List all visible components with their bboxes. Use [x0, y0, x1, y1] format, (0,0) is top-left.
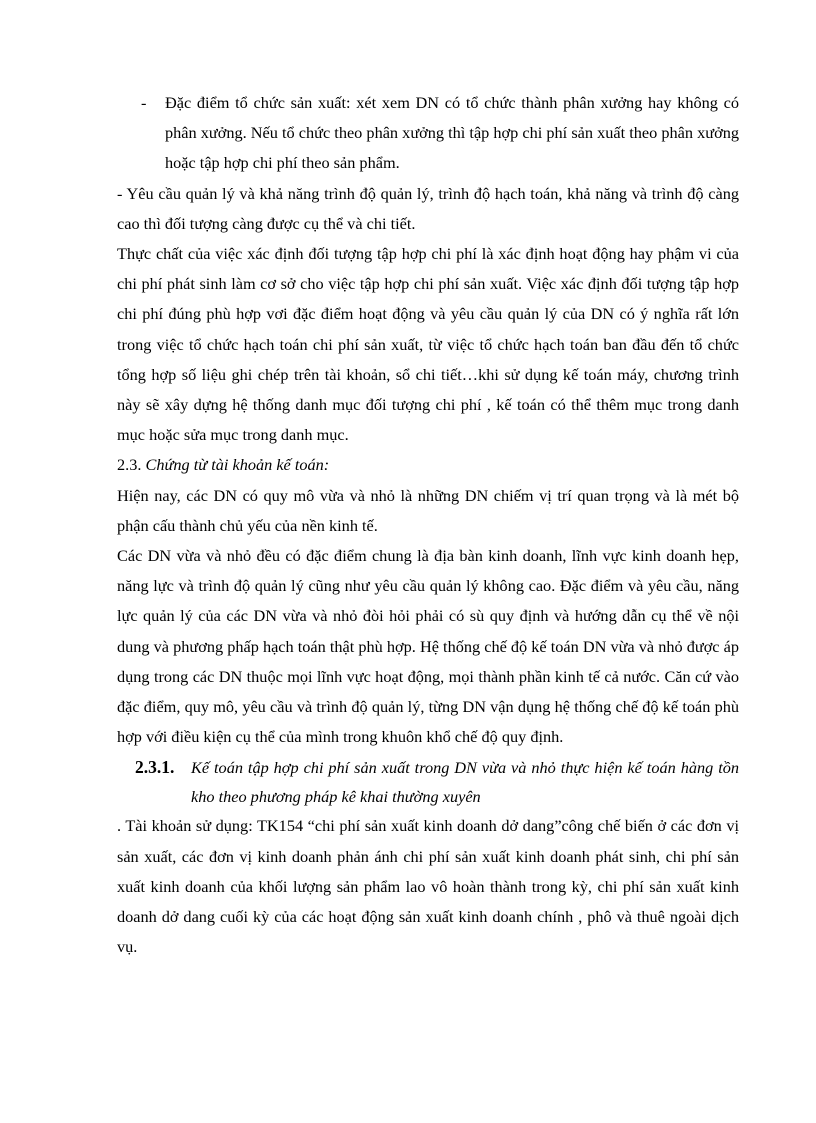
- paragraph-account-tk154: . Tài khoản sử dụng: TK154 “chi phí sản xuất kinh doanh dở dang”công chế biến ở các đơn vị sản xuất, các đơn vị kinh doanh phản ánh chi phí sản xuất kinh doanh phát sinh, chi phí sản xuất kinh doanh của khối lượng sản phẩm lao vô hoàn thành trong kỳ, chi phí sản xuất kinh doanh dở dang cuối kỳ của các hoạt động sản xuất kinh doanh chính , phô và thuê ngoài dịch vụ.: [117, 816, 739, 957]
- paragraph-essence: Thực chất của việc xác định đối tượng tập hợp chi phí là xác định hoạt động hay phậm vi của chi phí phát sinh làm cơ sở cho việc tập hợp chi phí sản xuất. Việc xác định đối tượng tập hợp chi phí đúng phù hợp vơi đặc điểm hoạt động và yêu cầu quản lý của DN có ý nghĩa rất lớn trong việc tổ chức hạch toán chi phí sản xuất, từ việc tổ chức hạch toán ban đầu đến tổ chức tổng hợp số liệu ghi chép trên tài khoản, sổ chi tiết…khi sử dụng kế toán máy, chương trình này sẽ xây dựng hệ thống danh mục đối tượng chi phí , kế toán có thể thêm mục trong danh mục hoặc sửa mục trong danh mục.: [117, 244, 739, 445]
- page-content: [117, 88, 739, 962]
- subsection-number: 2.3.1.: [135, 757, 175, 778]
- paragraph-requirements: - Yêu cầu quản lý và khả năng trình độ quản lý, trình độ hạch toán, khả năng và trình độ càng cao thì đối tượng càng được cụ thể và chi tiết.: [117, 183, 739, 233]
- bullet-text: Đặc điểm tổ chức sản xuất: xét xem DN có tổ chức thành phân xưởng hay không có phân xưởng. Nếu tổ chức theo phân xưởng thì tập hợp chi phí sản xuất theo phân xưởng hoặc tập hợp chi phí theo sản phẩm.: [165, 93, 739, 173]
- paragraph-sme-features: Các DN vừa và nhỏ đều có đặc điểm chung là địa bàn kinh doanh, lĩnh vực kinh doanh hẹp, năng lực và trình độ quản lý cũng như yêu cầu quản lý không cao. Đặc điểm và yêu cầu, năng lực quản lý của các DN vừa và nhỏ đòi hỏi phải có sù quy định và hướng dẫn cụ thể về nội dung và phương phấp hạch toán thật phù hợp. Hệ thống chế độ kế toán DN vừa và nhỏ được áp dụng trong các DN thuộc mọi lĩnh vực hoạt động, mọi thành phần kinh tế cả nước. Căn cứ vào đặc điểm, quy mô, yêu cầu và trình độ quản lý, từng DN vận dụng hệ thống chế độ kế toán phù hợp với điều kiện cụ thể của mình trong khuôn khổ chế độ quy định.: [117, 546, 739, 747]
- section-heading-2-3-1: [117, 753, 739, 811]
- bullet-dash: -: [141, 93, 147, 112]
- bullet-item: [117, 88, 739, 179]
- section-number: 2.3.: [117, 455, 142, 475]
- section-title: Chứng từ tài khoản kế toán:: [145, 455, 330, 475]
- subsection-title: Kế toán tập hợp chi phí sản xuất trong DN vừa và nhỏ thực hiện kế toán hàng tồn kho theo phương pháp kê khai thường xuyên: [191, 758, 739, 807]
- section-heading-2-3: [117, 450, 739, 480]
- paragraph-current-situation: Hiện nay, các DN có quy mô vừa và nhỏ là những DN chiếm vị trí quan trọng và là mét bộ phận cấu thành chủ yếu của nền kinh tế.: [117, 485, 739, 535]
